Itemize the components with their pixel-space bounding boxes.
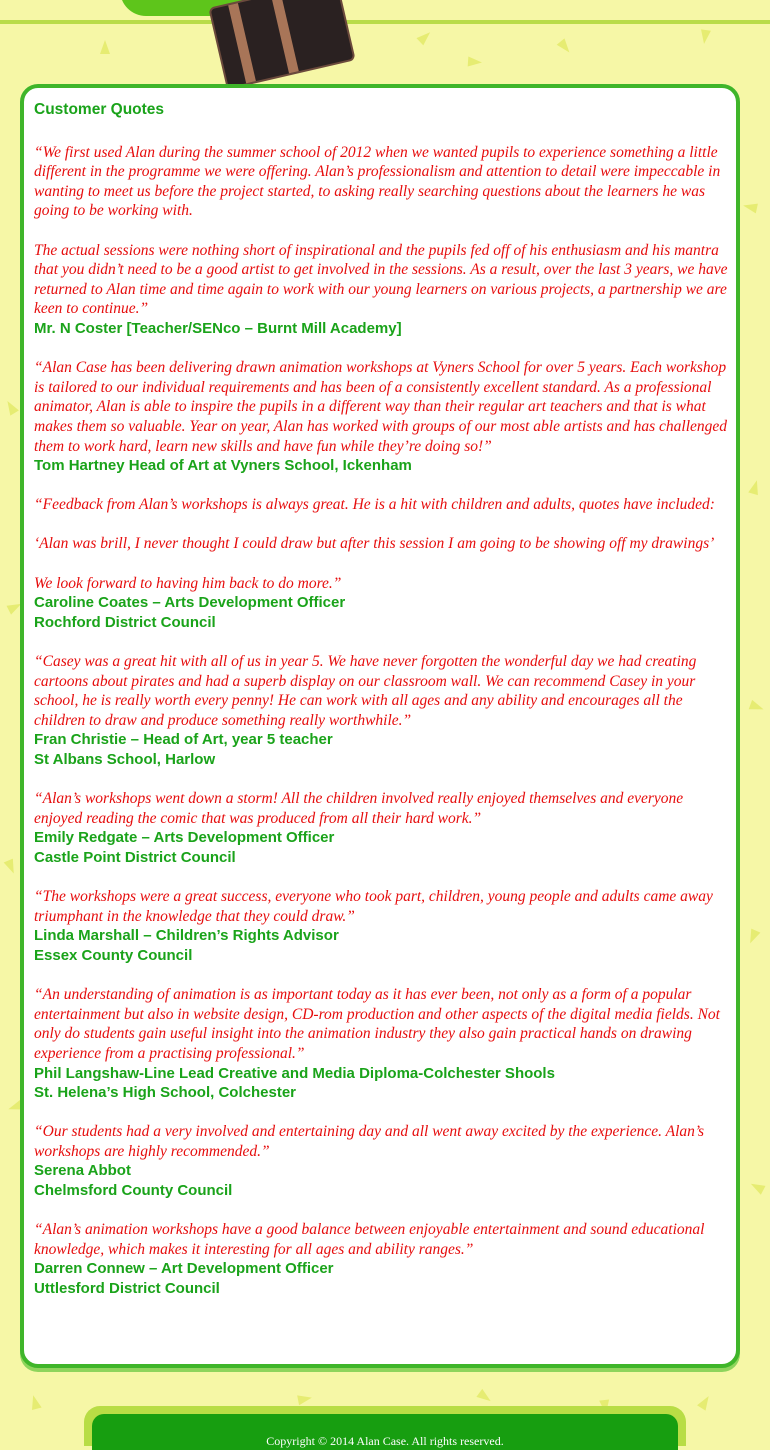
quote-text: “Our students had a very involved and entertaining day and all went away excited by the experience. Alan’s workshops are highly recommended.” xyxy=(34,1123,705,1160)
quote-attribution: Mr. N Coster [Teacher/SENco – Burnt Mill Academy] xyxy=(34,319,402,337)
background-triangle xyxy=(476,1389,493,1405)
quote-attribution: Emily Redgate – Arts Development Officer xyxy=(34,829,335,847)
quote-attribution: St. Helena’s High School, Colchester xyxy=(34,1084,297,1102)
bag-strap xyxy=(228,3,256,83)
quote-text: “The workshops were a great success, everyone who took part, children, young people and adults came away triumphant in the knowledge that they could draw.” xyxy=(34,888,713,925)
spacer xyxy=(34,632,728,652)
quote-attribution: Rochford District Council xyxy=(34,613,216,631)
quote-attribution: Uttlesford District Council xyxy=(34,1280,220,1298)
quote-attribution: Chelmsford County Council xyxy=(34,1182,233,1200)
quote-attribution: Caroline Coates – Arts Development Officer xyxy=(34,594,346,612)
background-triangle xyxy=(746,929,761,946)
quote-text: “Alan’s workshops went down a storm! All the children involved really enjoyed themselves and everyone enjoyed reading the comic that was produced from all their hard work.” xyxy=(34,790,684,827)
bag-strap xyxy=(271,0,299,73)
background-triangle xyxy=(748,1179,765,1194)
quote-text: ‘Alan was brill, I never thought I could draw but after this session I am going to be showing off my drawings’ xyxy=(34,535,715,553)
background-triangle xyxy=(748,479,761,495)
quote-attribution: Linda Marshall – Children’s Rights Advisor xyxy=(34,927,339,945)
quote-attribution: Castle Point District Council xyxy=(34,848,236,866)
spacer xyxy=(34,1103,728,1123)
quote-attribution: Essex County Council xyxy=(34,946,193,964)
spacer xyxy=(34,554,728,574)
quote-text: “Casey was a great hit with all of us in year 5. We have never forgotten the wonderful day we had creating cartoons about pirates and had a superb display on our classroom wall. We can recommend Casey in your school, he is really worth every penny! He can work with all ages and any ability and encourages all the children to draw and produce something really worthwhile.” xyxy=(34,653,697,729)
header-band xyxy=(0,0,770,24)
background-triangle xyxy=(297,1393,313,1405)
quote-text: “An understanding of animation is as important today as it has ever been, not only as a form of a popular entertainment but also in website design, CD-rom production and other aspects of the digital media fields. Not only do students gain useful insight into the animation industry they also gain practical hands on drawing experience from a practising professional.” xyxy=(34,986,720,1062)
footer xyxy=(84,1406,686,1446)
quotes-panel xyxy=(20,84,740,1368)
background-triangle xyxy=(742,201,758,214)
spacer xyxy=(34,221,728,241)
background-triangle xyxy=(697,1393,713,1410)
background-triangle xyxy=(749,700,766,714)
quote-text: “Alan’s animation workshops have a good balance between enjoyable entertainment and sound educational knowledge, which makes it interesting for all ages and ability ranges.” xyxy=(34,1221,705,1258)
background-triangle xyxy=(557,38,574,55)
spacer xyxy=(34,1201,728,1221)
quote-text: “Alan Case has been delivering drawn animation workshops at Vyners School for over 5 years. Each workshop is tailored to our individual requirements and has been of a consistently excellent standard. As a professional animator, Alan is able to inspire the pupils in a different way than their regular art teachers and that is what makes them so valuable. Year on year, Alan has worked with groups of our most able artists and has challenged them to work hard, learn new skills and have fun while they’re doing so!” xyxy=(34,359,728,455)
quote-text: “We first used Alan during the summer school of 2012 when we wanted pupils to experience something a little different in the programme we were offering. Alan’s professionalism and attention to detail were impeccable in wanting to meet us before the project started, to asking really searching questions about the learners he was going to be working with. xyxy=(34,143,721,220)
footer-inner xyxy=(92,1414,678,1450)
spacer xyxy=(34,966,728,986)
quote-text: The actual sessions were nothing short of inspirational and the pupils fed off of his enthusiasm and his mantra that you didn’t need to be a good artist to get involved in the sessions. As a result, over the last 3 years, we have returned to Alan time and time again to work with our young learners on various projects, a partnership we are keen to continue.” xyxy=(34,241,728,318)
quote-attribution: Fran Christie – Head of Art, year 5 teacher xyxy=(34,731,333,749)
quote-attribution: Darren Connew – Art Development Officer xyxy=(34,1260,334,1278)
quote-attribution: Phil Langshaw-Line Lead Creative and Media Diploma-Colchester Shools xyxy=(34,1064,555,1082)
quote-attribution: Tom Hartney Head of Art at Vyners School, Ickenham xyxy=(34,457,412,475)
spacer xyxy=(34,339,728,359)
background-triangle xyxy=(28,1394,41,1410)
spacer xyxy=(34,515,728,535)
background-triangle xyxy=(699,29,711,44)
background-triangle xyxy=(4,859,19,876)
background-triangle xyxy=(468,57,483,68)
quotes-list xyxy=(34,143,728,1299)
spacer xyxy=(34,868,728,888)
background-triangle xyxy=(3,398,19,415)
quote-attribution: St Albans School, Harlow xyxy=(34,751,216,768)
page-heading: Customer Quotes xyxy=(34,101,165,118)
spacer xyxy=(34,770,728,790)
background-triangle xyxy=(416,29,433,46)
copyright-text: Copyright © 2014 Alan Case. All rights reserved. xyxy=(266,1434,504,1448)
quote-text: “Feedback from Alan’s workshops is always great. He is a hit with children and adults, quotes have included: xyxy=(34,496,715,514)
quote-text: We look forward to having him back to do more.” xyxy=(34,574,342,592)
spacer xyxy=(34,476,728,496)
quote-attribution: Serena Abbot xyxy=(34,1162,131,1180)
background-triangle xyxy=(100,40,110,54)
